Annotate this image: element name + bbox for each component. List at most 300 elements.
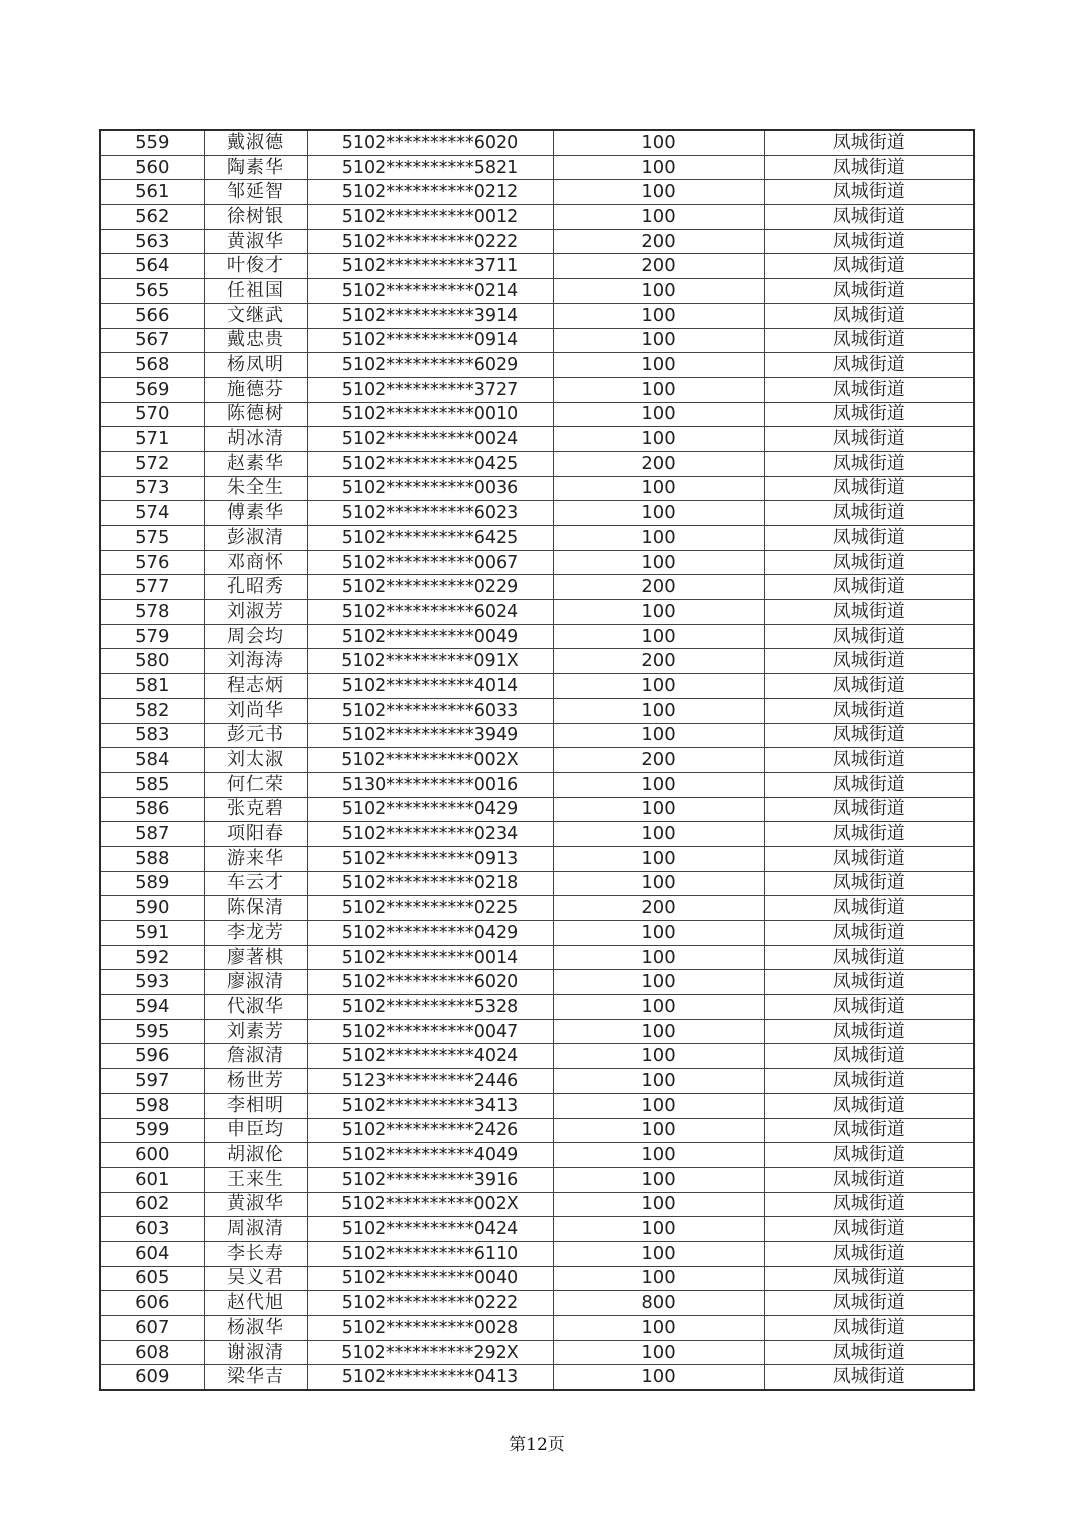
row-number-cell: 608 [100, 1340, 204, 1365]
id-number-cell: 5102**********6020 [307, 130, 553, 155]
row-number-cell: 576 [100, 550, 204, 575]
id-number-cell: 5102**********0225 [307, 896, 553, 921]
row-number-cell: 582 [100, 698, 204, 723]
amount-cell: 100 [553, 1093, 764, 1118]
district-cell: 凤城街道 [764, 945, 974, 970]
id-number-cell: 5102**********0214 [307, 279, 553, 304]
amount-cell: 100 [553, 130, 764, 155]
table-row [100, 748, 974, 773]
district-cell: 凤城街道 [764, 921, 974, 946]
id-number-cell: 5102**********0036 [307, 476, 553, 501]
row-number-cell: 593 [100, 970, 204, 995]
district-cell: 凤城街道 [764, 846, 974, 871]
name-cell: 赵代旭 [204, 1291, 307, 1316]
row-number-cell: 561 [100, 180, 204, 205]
name-cell: 周会均 [204, 624, 307, 649]
row-number-cell: 607 [100, 1316, 204, 1341]
amount-cell: 100 [553, 1044, 764, 1069]
table-row [100, 797, 974, 822]
row-number-cell: 559 [100, 130, 204, 155]
row-number-cell: 601 [100, 1167, 204, 1192]
id-number-cell: 5102**********0012 [307, 205, 553, 230]
table-row [100, 1069, 974, 1094]
name-cell: 彭元书 [204, 723, 307, 748]
id-number-cell: 5102**********3711 [307, 254, 553, 279]
id-number-cell: 5102**********091X [307, 649, 553, 674]
name-cell: 徐树银 [204, 205, 307, 230]
row-number-cell: 592 [100, 945, 204, 970]
row-number-cell: 567 [100, 328, 204, 353]
amount-cell: 100 [553, 723, 764, 748]
district-cell: 凤城街道 [764, 180, 974, 205]
district-cell: 凤城街道 [764, 1365, 974, 1390]
row-number-cell: 584 [100, 748, 204, 773]
id-number-cell: 5102**********0429 [307, 921, 553, 946]
amount-cell: 100 [553, 871, 764, 896]
district-cell: 凤城街道 [764, 1143, 974, 1168]
name-cell: 李龙芳 [204, 921, 307, 946]
row-number-cell: 604 [100, 1241, 204, 1266]
table-row [100, 698, 974, 723]
district-cell: 凤城街道 [764, 674, 974, 699]
name-cell: 朱全生 [204, 476, 307, 501]
row-number-cell: 579 [100, 624, 204, 649]
amount-cell: 800 [553, 1291, 764, 1316]
name-cell: 陈德树 [204, 402, 307, 427]
id-number-cell: 5102**********0049 [307, 624, 553, 649]
amount-cell: 100 [553, 377, 764, 402]
id-number-cell: 5102**********0040 [307, 1266, 553, 1291]
table-row [100, 1266, 974, 1291]
table-row [100, 1340, 974, 1365]
name-cell: 戴忠贵 [204, 328, 307, 353]
district-cell: 凤城街道 [764, 205, 974, 230]
district-cell: 凤城街道 [764, 130, 974, 155]
district-cell: 凤城街道 [764, 1217, 974, 1242]
id-number-cell: 5102**********0028 [307, 1316, 553, 1341]
row-number-cell: 583 [100, 723, 204, 748]
name-cell: 文继武 [204, 303, 307, 328]
table-row [100, 1093, 974, 1118]
table-row [100, 254, 974, 279]
table-row [100, 1316, 974, 1341]
row-number-cell: 589 [100, 871, 204, 896]
amount-cell: 100 [553, 1266, 764, 1291]
id-number-cell: 5102**********4014 [307, 674, 553, 699]
table-row [100, 674, 974, 699]
name-cell: 杨淑华 [204, 1316, 307, 1341]
name-cell: 申臣均 [204, 1118, 307, 1143]
amount-cell: 100 [553, 846, 764, 871]
row-number-cell: 569 [100, 377, 204, 402]
row-number-cell: 585 [100, 772, 204, 797]
table-row [100, 995, 974, 1020]
row-number-cell: 564 [100, 254, 204, 279]
name-cell: 刘海涛 [204, 649, 307, 674]
id-number-cell: 5102**********0429 [307, 797, 553, 822]
name-cell: 廖淑清 [204, 970, 307, 995]
id-number-cell: 5102**********6020 [307, 970, 553, 995]
row-number-cell: 573 [100, 476, 204, 501]
district-cell: 凤城街道 [764, 1044, 974, 1069]
amount-cell: 100 [553, 995, 764, 1020]
id-number-cell: 5102**********0229 [307, 575, 553, 600]
row-number-cell: 575 [100, 526, 204, 551]
amount-cell: 100 [553, 921, 764, 946]
amount-cell: 100 [553, 698, 764, 723]
table-row [100, 1019, 974, 1044]
table-row [100, 229, 974, 254]
amount-cell: 100 [553, 1241, 764, 1266]
id-number-cell: 5102**********002X [307, 1192, 553, 1217]
name-cell: 项阳春 [204, 822, 307, 847]
id-number-cell: 5102**********5328 [307, 995, 553, 1020]
district-cell: 凤城街道 [764, 1241, 974, 1266]
table-row [100, 205, 974, 230]
page-number: 第12页 [509, 1435, 565, 1455]
id-number-cell: 5102**********0218 [307, 871, 553, 896]
row-number-cell: 560 [100, 155, 204, 180]
table-row [100, 723, 974, 748]
district-cell: 凤城街道 [764, 1192, 974, 1217]
name-cell: 赵素华 [204, 451, 307, 476]
row-number-cell: 609 [100, 1365, 204, 1390]
id-number-cell: 5102**********6023 [307, 501, 553, 526]
amount-cell: 100 [553, 205, 764, 230]
table-row [100, 1143, 974, 1168]
row-number-cell: 578 [100, 600, 204, 625]
table-row [100, 600, 974, 625]
row-number-cell: 599 [100, 1118, 204, 1143]
district-cell: 凤城街道 [764, 1019, 974, 1044]
beneficiary-table [99, 129, 975, 1391]
id-number-cell: 5102**********3413 [307, 1093, 553, 1118]
district-cell: 凤城街道 [764, 698, 974, 723]
row-number-cell: 572 [100, 451, 204, 476]
name-cell: 陶素华 [204, 155, 307, 180]
name-cell: 刘尚华 [204, 698, 307, 723]
id-number-cell: 5102**********3914 [307, 303, 553, 328]
amount-cell: 200 [553, 229, 764, 254]
amount-cell: 100 [553, 427, 764, 452]
table-row [100, 1365, 974, 1390]
table-row [100, 1241, 974, 1266]
district-cell: 凤城街道 [764, 427, 974, 452]
table-row [100, 822, 974, 847]
name-cell: 孔昭秀 [204, 575, 307, 600]
id-number-cell: 5102**********6029 [307, 353, 553, 378]
id-number-cell: 5130**********0016 [307, 772, 553, 797]
amount-cell: 100 [553, 353, 764, 378]
amount-cell: 100 [553, 945, 764, 970]
name-cell: 邓商怀 [204, 550, 307, 575]
district-cell: 凤城街道 [764, 279, 974, 304]
id-number-cell: 5102**********0913 [307, 846, 553, 871]
amount-cell: 100 [553, 600, 764, 625]
table-row [100, 451, 974, 476]
amount-cell: 100 [553, 1365, 764, 1390]
table-row [100, 945, 974, 970]
district-cell: 凤城街道 [764, 476, 974, 501]
district-cell: 凤城街道 [764, 1316, 974, 1341]
table-row [100, 649, 974, 674]
row-number-cell: 571 [100, 427, 204, 452]
district-cell: 凤城街道 [764, 328, 974, 353]
id-number-cell: 5102**********0047 [307, 1019, 553, 1044]
name-cell: 施德芬 [204, 377, 307, 402]
amount-cell: 100 [553, 303, 764, 328]
district-cell: 凤城街道 [764, 155, 974, 180]
name-cell: 陈保清 [204, 896, 307, 921]
amount-cell: 100 [553, 402, 764, 427]
name-cell: 杨凤明 [204, 353, 307, 378]
district-cell: 凤城街道 [764, 353, 974, 378]
id-number-cell: 5102**********0010 [307, 402, 553, 427]
name-cell: 程志炳 [204, 674, 307, 699]
table-row [100, 328, 974, 353]
id-number-cell: 5102**********6024 [307, 600, 553, 625]
name-cell: 李长寿 [204, 1241, 307, 1266]
table-row [100, 896, 974, 921]
row-number-cell: 600 [100, 1143, 204, 1168]
table-row [100, 476, 974, 501]
district-cell: 凤城街道 [764, 229, 974, 254]
id-number-cell: 5102**********3727 [307, 377, 553, 402]
id-number-cell: 5102**********002X [307, 748, 553, 773]
district-cell: 凤城街道 [764, 649, 974, 674]
name-cell: 彭淑清 [204, 526, 307, 551]
row-number-cell: 598 [100, 1093, 204, 1118]
table-row [100, 1044, 974, 1069]
table-row [100, 1291, 974, 1316]
name-cell: 黄淑华 [204, 229, 307, 254]
district-cell: 凤城街道 [764, 451, 974, 476]
table-row [100, 1192, 974, 1217]
amount-cell: 100 [553, 1069, 764, 1094]
row-number-cell: 570 [100, 402, 204, 427]
district-cell: 凤城街道 [764, 772, 974, 797]
id-number-cell: 5102**********5821 [307, 155, 553, 180]
district-cell: 凤城街道 [764, 1069, 974, 1094]
name-cell: 傅素华 [204, 501, 307, 526]
amount-cell: 100 [553, 822, 764, 847]
name-cell: 戴淑德 [204, 130, 307, 155]
id-number-cell: 5102**********0914 [307, 328, 553, 353]
id-number-cell: 5102**********0024 [307, 427, 553, 452]
district-cell: 凤城街道 [764, 254, 974, 279]
amount-cell: 100 [553, 1167, 764, 1192]
district-cell: 凤城街道 [764, 871, 974, 896]
district-cell: 凤城街道 [764, 1340, 974, 1365]
name-cell: 刘素芳 [204, 1019, 307, 1044]
name-cell: 邹延智 [204, 180, 307, 205]
name-cell: 何仁荣 [204, 772, 307, 797]
row-number-cell: 603 [100, 1217, 204, 1242]
amount-cell: 100 [553, 1019, 764, 1044]
id-number-cell: 5102**********6033 [307, 698, 553, 723]
district-cell: 凤城街道 [764, 797, 974, 822]
name-cell: 吴义君 [204, 1266, 307, 1291]
amount-cell: 100 [553, 1143, 764, 1168]
amount-cell: 100 [553, 797, 764, 822]
name-cell: 李相明 [204, 1093, 307, 1118]
amount-cell: 100 [553, 624, 764, 649]
amount-cell: 200 [553, 254, 764, 279]
table-row [100, 353, 974, 378]
table-row [100, 1167, 974, 1192]
table-row [100, 180, 974, 205]
table-row [100, 550, 974, 575]
id-number-cell: 5102**********0222 [307, 229, 553, 254]
row-number-cell: 606 [100, 1291, 204, 1316]
id-number-cell: 5102**********4024 [307, 1044, 553, 1069]
district-cell: 凤城街道 [764, 600, 974, 625]
row-number-cell: 597 [100, 1069, 204, 1094]
amount-cell: 100 [553, 970, 764, 995]
id-number-cell: 5102**********0014 [307, 945, 553, 970]
id-number-cell: 5102**********292X [307, 1340, 553, 1365]
table-row [100, 1217, 974, 1242]
table-row [100, 921, 974, 946]
name-cell: 杨世芳 [204, 1069, 307, 1094]
name-cell: 胡淑伦 [204, 1143, 307, 1168]
name-cell: 游来华 [204, 846, 307, 871]
district-cell: 凤城街道 [764, 377, 974, 402]
id-number-cell: 5102**********6425 [307, 526, 553, 551]
table-row [100, 846, 974, 871]
name-cell: 车云才 [204, 871, 307, 896]
amount-cell: 100 [553, 1340, 764, 1365]
name-cell: 刘淑芳 [204, 600, 307, 625]
district-cell: 凤城街道 [764, 896, 974, 921]
row-number-cell: 574 [100, 501, 204, 526]
amount-cell: 100 [553, 279, 764, 304]
name-cell: 梁华吉 [204, 1365, 307, 1390]
row-number-cell: 581 [100, 674, 204, 699]
row-number-cell: 595 [100, 1019, 204, 1044]
row-number-cell: 586 [100, 797, 204, 822]
id-number-cell: 5102**********4049 [307, 1143, 553, 1168]
district-cell: 凤城街道 [764, 501, 974, 526]
row-number-cell: 568 [100, 353, 204, 378]
amount-cell: 100 [553, 501, 764, 526]
table-row [100, 526, 974, 551]
name-cell: 刘太淑 [204, 748, 307, 773]
name-cell: 廖著棋 [204, 945, 307, 970]
row-number-cell: 588 [100, 846, 204, 871]
id-number-cell: 5102**********3916 [307, 1167, 553, 1192]
row-number-cell: 591 [100, 921, 204, 946]
row-number-cell: 580 [100, 649, 204, 674]
id-number-cell: 5102**********0212 [307, 180, 553, 205]
row-number-cell: 596 [100, 1044, 204, 1069]
amount-cell: 100 [553, 1118, 764, 1143]
id-number-cell: 5102**********3949 [307, 723, 553, 748]
district-cell: 凤城街道 [764, 748, 974, 773]
table-row [100, 402, 974, 427]
name-cell: 张克碧 [204, 797, 307, 822]
table-row [100, 377, 974, 402]
district-cell: 凤城街道 [764, 995, 974, 1020]
table-row [100, 871, 974, 896]
row-number-cell: 563 [100, 229, 204, 254]
table-row [100, 624, 974, 649]
district-cell: 凤城街道 [764, 402, 974, 427]
table-row [100, 970, 974, 995]
id-number-cell: 5102**********0413 [307, 1365, 553, 1390]
district-cell: 凤城街道 [764, 303, 974, 328]
id-number-cell: 5102**********6110 [307, 1241, 553, 1266]
amount-cell: 100 [553, 155, 764, 180]
district-cell: 凤城街道 [764, 550, 974, 575]
district-cell: 凤城街道 [764, 1266, 974, 1291]
district-cell: 凤城街道 [764, 822, 974, 847]
name-cell: 胡冰清 [204, 427, 307, 452]
table-row [100, 130, 974, 155]
row-number-cell: 587 [100, 822, 204, 847]
table-row [100, 155, 974, 180]
district-cell: 凤城街道 [764, 970, 974, 995]
amount-cell: 100 [553, 550, 764, 575]
district-cell: 凤城街道 [764, 575, 974, 600]
table-row [100, 279, 974, 304]
name-cell: 黄淑华 [204, 1192, 307, 1217]
district-cell: 凤城街道 [764, 526, 974, 551]
district-cell: 凤城街道 [764, 1167, 974, 1192]
id-number-cell: 5102**********0425 [307, 451, 553, 476]
amount-cell: 100 [553, 526, 764, 551]
table-row [100, 575, 974, 600]
id-number-cell: 5102**********2426 [307, 1118, 553, 1143]
name-cell: 谢淑清 [204, 1340, 307, 1365]
amount-cell: 100 [553, 1217, 764, 1242]
table-body [100, 130, 974, 1390]
amount-cell: 100 [553, 180, 764, 205]
amount-cell: 100 [553, 476, 764, 501]
name-cell: 叶俊才 [204, 254, 307, 279]
amount-cell: 100 [553, 1192, 764, 1217]
district-cell: 凤城街道 [764, 723, 974, 748]
row-number-cell: 565 [100, 279, 204, 304]
row-number-cell: 577 [100, 575, 204, 600]
table-row [100, 772, 974, 797]
table-row [100, 303, 974, 328]
amount-cell: 100 [553, 328, 764, 353]
table-row [100, 427, 974, 452]
row-number-cell: 602 [100, 1192, 204, 1217]
amount-cell: 200 [553, 896, 764, 921]
amount-cell: 200 [553, 748, 764, 773]
id-number-cell: 5102**********0222 [307, 1291, 553, 1316]
id-number-cell: 5102**********0424 [307, 1217, 553, 1242]
name-cell: 王来生 [204, 1167, 307, 1192]
district-cell: 凤城街道 [764, 1118, 974, 1143]
name-cell: 詹淑清 [204, 1044, 307, 1069]
amount-cell: 200 [553, 451, 764, 476]
district-cell: 凤城街道 [764, 1093, 974, 1118]
row-number-cell: 594 [100, 995, 204, 1020]
amount-cell: 200 [553, 575, 764, 600]
name-cell: 任祖国 [204, 279, 307, 304]
id-number-cell: 5102**********0234 [307, 822, 553, 847]
row-number-cell: 605 [100, 1266, 204, 1291]
row-number-cell: 566 [100, 303, 204, 328]
id-number-cell: 5123**********2446 [307, 1069, 553, 1094]
table-row [100, 501, 974, 526]
district-cell: 凤城街道 [764, 1291, 974, 1316]
district-cell: 凤城街道 [764, 624, 974, 649]
amount-cell: 200 [553, 649, 764, 674]
